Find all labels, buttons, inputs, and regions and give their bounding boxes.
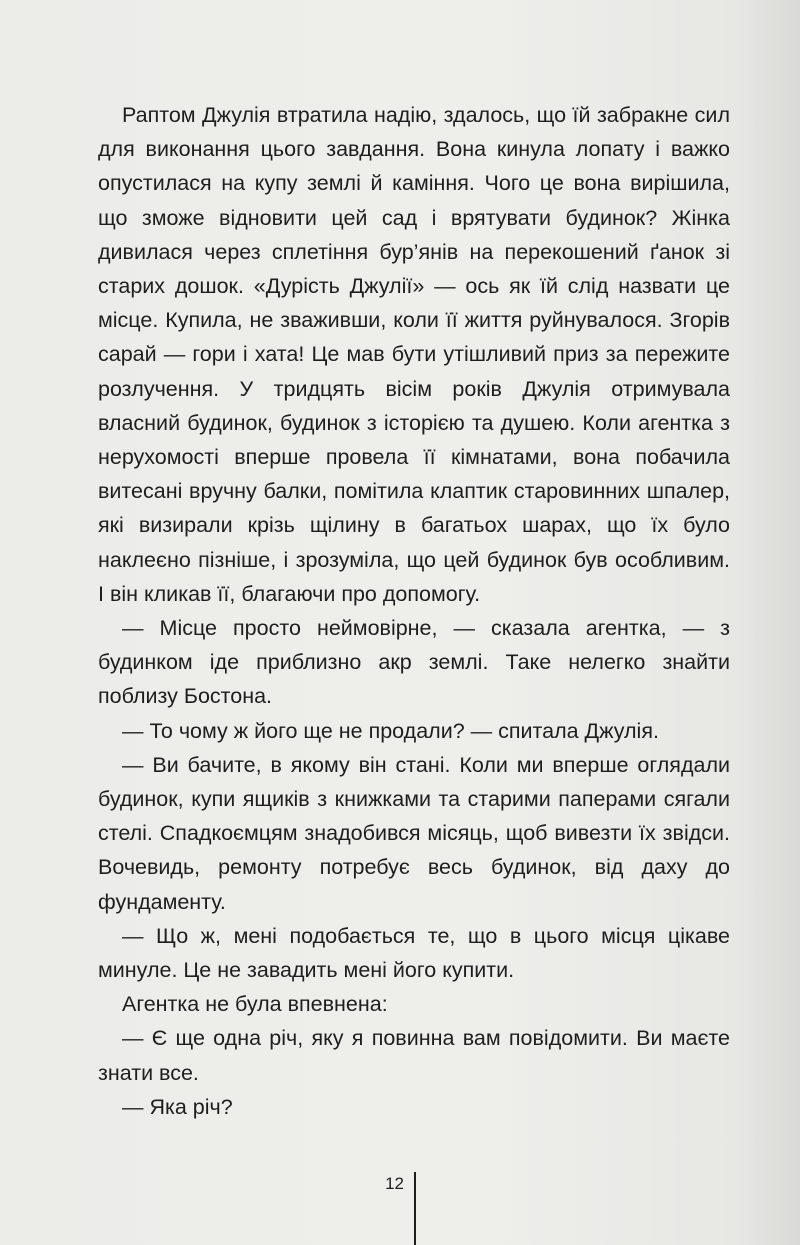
paragraph-1: Раптом Джулія втратила надію, здалось, що їй забракне сил для виконання цього завдання. Вона кинула лопату і важко опустилася на купу землі й каміння. Чого це вона вирішила, що зможе відновити цей сад і врятувати будинок? Жінка дивилася через сплетіння бур’янів на перекошений ґанок зі старих дошок. «Дурість Джулії» — ось як їй слід назвати це місце. Купила, не зваживши, коли її життя руйнувалося. Згорів сарай — гори і хата! Це мав бути утішливий приз за пережите розлучення. У тридцять вісім років Джулія отримувала власний будинок, будинок з історією та душею. Коли агентка з нерухомості вперше провела її кімнатами, вона побачила витесані вручну балки, помітила клаптик старовинних шпалер, які визирали крізь щілину в багатьох шарах, що їх було наклеєно пізніше, і зрозуміла, що цей будинок був особливим. І він кликав її, благаючи про допомогу. [98,103,730,606]
paragraph-4: — Ви бачите, в якому він стані. Коли ми вперше оглядали будинок, купи ящиків з книжками та старими паперами сягали стелі. Спадкоємцям знадобився місяць, щоб вивезти їх звідси. Вочевидь, ремонту потребує весь будинок, від даху до фундаменту. [98,752,730,914]
page-number-rule [414,1172,416,1245]
paragraph-6: Агентка не була впевнена: [122,992,388,1017]
paragraph-8: — Яка річ? [122,1094,233,1119]
paragraph-3: — То чому ж його ще не продали? — спитала Джулія. [122,718,659,743]
paragraph-7: — Є ще одна річ, яку я повинна вам повідомити. Ви маєте знати все. [98,1026,730,1085]
body-text [98,98,730,1124]
paragraph-2: — Місце просто неймовірне, — сказала агентка, — з будинком іде приблизно акр землі. Таке нелегко знайти поблизу Бостона. [98,616,730,709]
paragraph-5: — Що ж, мені подобається те, що в цього місця цікаве минуле. Це не завадить мені його купити. [98,923,730,983]
page-number: 12 [385,1174,404,1193]
